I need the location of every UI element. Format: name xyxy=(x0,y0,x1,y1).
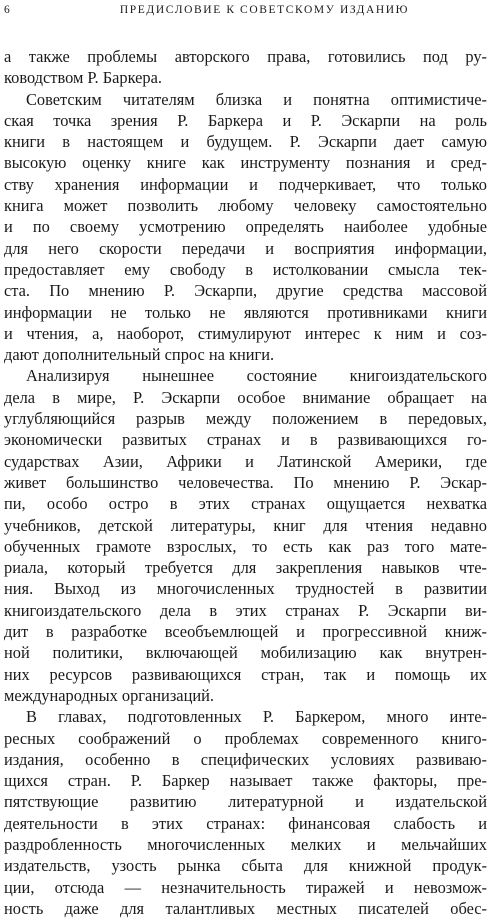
text-line: них ресурсов развивающихся стран, так и помощь их xyxy=(4,664,487,684)
text-line: издания, особенно в специфических условиях развиваю- xyxy=(4,749,487,769)
text-line: сударствах Азии, Африки и Латинской Америки, где xyxy=(4,451,487,471)
text-line: книги в настоящем и будущем. Р. Эскарпи дает самую xyxy=(4,132,487,152)
running-head xyxy=(4,3,485,17)
text-line: высокую оценку книге как инструменту познания и сред- xyxy=(4,153,487,173)
text-line: ская точка зрения Р. Баркера и Р. Эскарпи на роль xyxy=(4,110,487,130)
text-line: информации не только не являются противниками книги xyxy=(4,302,487,322)
text-line: ству хранения информации и подчеркивает, что только xyxy=(4,174,487,194)
text-line: для него скорости передачи и восприятия информации, xyxy=(4,238,487,258)
text-line: дит в разработке всеобъемлющей и прогрессивной книж- xyxy=(4,622,487,642)
text-line: книга может позволить любому человеку самостоятельно xyxy=(4,196,487,216)
text-line: В главах, подготовленных Р. Баркером, много инте- xyxy=(26,707,487,727)
text-line: дают дополнительный спрос на книги. xyxy=(4,345,275,365)
text-line: ции, отсюда — незначительность тиражей и невозмож- xyxy=(4,877,487,897)
text-line: щихся стран. Р. Баркер называет также факторы, пре- xyxy=(4,771,487,791)
text-line: пи, особо остро в этих странах ощущается нехватка xyxy=(4,494,487,514)
text-line: издательств, узость рынка сбыта для книжной продук- xyxy=(4,856,487,876)
body-text xyxy=(4,46,487,919)
text-line: дела в мире, Р. Эскарпи особое внимание обращает на xyxy=(4,387,487,407)
text-line: ководством Р. Баркера. xyxy=(4,68,162,88)
text-line: обученных грамоте взрослых, то есть как раз того мате- xyxy=(4,536,487,556)
text-line: риала, который требуется для закрепления навыков чте- xyxy=(4,558,487,578)
text-line: и по своему усмотрению определять наиболее удобные xyxy=(4,217,487,237)
text-line: книгоиздательского дела в этих странах Р. Эскарпи ви- xyxy=(4,600,487,620)
text-line: предоставляет ему свободу в истолковании смысла тек- xyxy=(4,259,487,279)
text-line: ной политики, включающей мобилизацию как внутрен- xyxy=(4,643,487,663)
text-line: ность даже для талантливых местных писателей обес- xyxy=(4,898,487,918)
text-line: Анализируя нынешнее состояние книгоиздательского xyxy=(26,366,487,386)
text-line: углубляющийся разрыв между положением в передовых, xyxy=(4,409,487,429)
text-line: учебников, детской литературы, книг для чтения недавно xyxy=(4,515,487,535)
text-line: ресных соображений о проблемах современного книго- xyxy=(4,728,487,748)
running-head-title: ПРЕДИСЛОВИЕ К СОВЕТСКОМУ ИЗДАНИЮ xyxy=(119,4,410,16)
text-line: раздробленность многочисленных мелких и мельчайших xyxy=(4,834,487,854)
page-number: 6 xyxy=(4,4,10,16)
text-line: Советским читателям близка и понятна оптимистиче- xyxy=(26,89,487,109)
text-line: ста. По мнению Р. Эскарпи, другие средства массовой xyxy=(4,281,487,301)
text-line: пятствующие развитию литературной и издательской xyxy=(4,792,487,812)
text-line: а также проблемы авторского права, готовились под ру- xyxy=(4,47,487,66)
text-line: экономически развитых странах и в развивающихся го- xyxy=(4,430,487,450)
text-line: международных организаций. xyxy=(4,685,214,705)
text-line: ния. Выход из многочисленных трудностей в развитии xyxy=(4,579,487,599)
text-line: живет большинство человечества. По мнению Р. Эскар- xyxy=(4,472,487,492)
text-line: и чтения, а, наоборот, стимулируют интерес к ним и соз- xyxy=(4,323,487,343)
text-line: деятельности в этих странах: финансовая слабость и xyxy=(4,813,487,833)
